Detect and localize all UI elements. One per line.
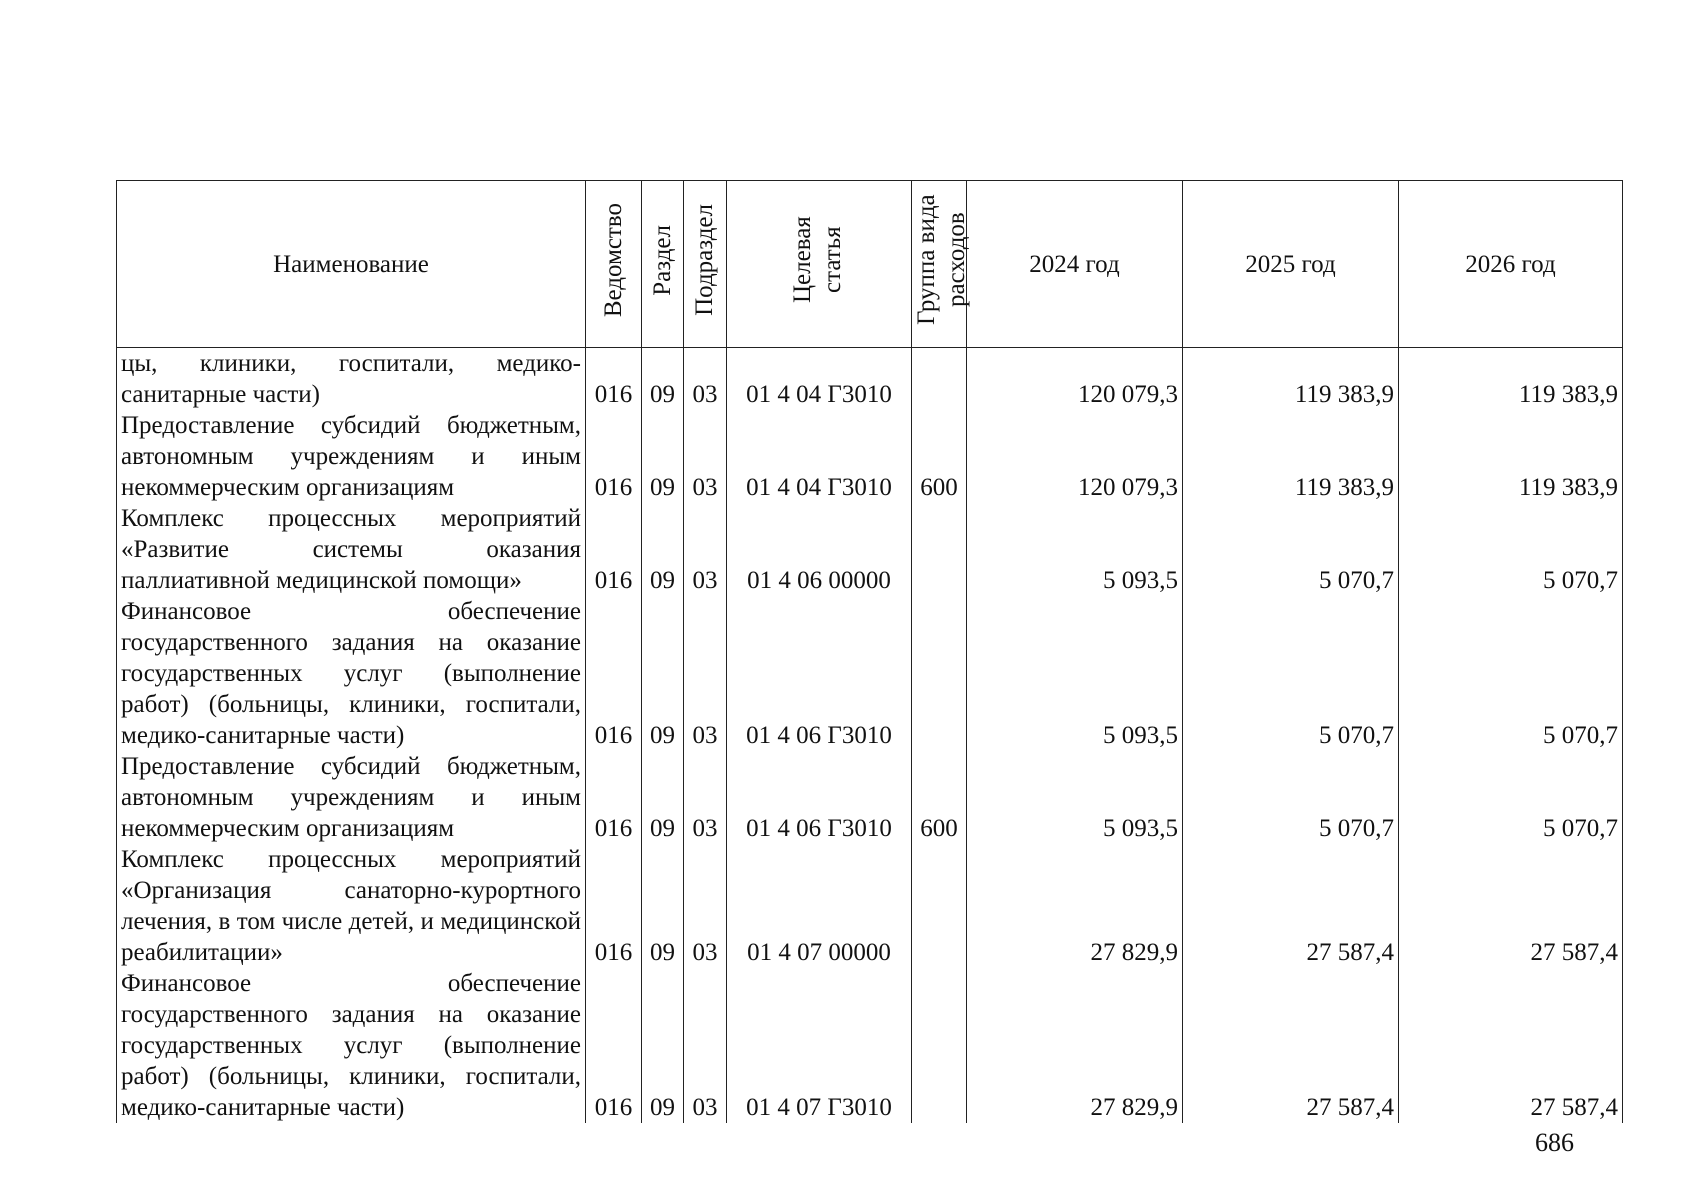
- row-2026: 27 587,4: [1399, 844, 1623, 968]
- row-section: 09: [642, 751, 684, 844]
- row-target: 01 4 04 Г3010: [727, 348, 912, 411]
- header-target: Целевая статья: [727, 181, 912, 348]
- row-2025: 27 587,4: [1183, 968, 1399, 1123]
- budget-table: [116, 180, 1623, 1123]
- row-group: [912, 348, 967, 411]
- header-2025: 2025 год: [1183, 181, 1399, 348]
- row-subsection: 03: [684, 410, 727, 503]
- row-group: 600: [912, 751, 967, 844]
- table-row: [117, 410, 1623, 503]
- row-2026: 119 383,9: [1399, 348, 1623, 411]
- row-2026: 5 070,7: [1399, 751, 1623, 844]
- row-name: Комплекс процессных мероприятий «Организация санаторно-курортного лечения, в том числе детей, и медицинской реабилитации»: [117, 844, 586, 968]
- table-row: [117, 968, 1623, 1123]
- row-2025: 119 383,9: [1183, 410, 1399, 503]
- row-section: 09: [642, 968, 684, 1123]
- header-2024: 2024 год: [967, 181, 1183, 348]
- row-2024: 5 093,5: [967, 596, 1183, 751]
- header-dept: Ведомство: [586, 181, 642, 348]
- row-section: 09: [642, 503, 684, 596]
- row-dept: 016: [586, 348, 642, 411]
- row-dept: 016: [586, 503, 642, 596]
- row-2026: 27 587,4: [1399, 968, 1623, 1123]
- row-2024: 5 093,5: [967, 503, 1183, 596]
- table-row: [117, 844, 1623, 968]
- row-2025: 5 070,7: [1183, 751, 1399, 844]
- row-subsection: 03: [684, 844, 727, 968]
- table-row: [117, 751, 1623, 844]
- header-section: Раздел: [642, 181, 684, 348]
- row-2025: 119 383,9: [1183, 348, 1399, 411]
- row-target: 01 4 06 00000: [727, 503, 912, 596]
- row-section: 09: [642, 410, 684, 503]
- header-subsection: Подраздел: [684, 181, 727, 348]
- row-subsection: 03: [684, 751, 727, 844]
- row-name: цы, клиники, госпитали, медико-санитарные части): [117, 348, 586, 411]
- table-row: [117, 596, 1623, 751]
- row-2024: 27 829,9: [967, 968, 1183, 1123]
- row-name: Предоставление субсидий бюджетным, автономным учреждениям и иным некоммерческим организациям: [117, 751, 586, 844]
- table-row: [117, 503, 1623, 596]
- row-name: Финансовое обеспечение государственного задания на оказание государственных услуг (выполнение работ) (больницы, клиники, госпитали, медико-санитарные части): [117, 968, 586, 1123]
- row-subsection: 03: [684, 503, 727, 596]
- header-expense-group: Группа вида расходов: [912, 181, 967, 348]
- row-target: 01 4 04 Г3010: [727, 410, 912, 503]
- row-subsection: 03: [684, 968, 727, 1123]
- row-2026: 119 383,9: [1399, 410, 1623, 503]
- row-2025: 5 070,7: [1183, 596, 1399, 751]
- row-group: [912, 968, 967, 1123]
- row-subsection: 03: [684, 348, 727, 411]
- row-target: 01 4 06 Г3010: [727, 596, 912, 751]
- row-2025: 5 070,7: [1183, 503, 1399, 596]
- row-dept: 016: [586, 410, 642, 503]
- page-number: 686: [1535, 1128, 1574, 1157]
- row-group: [912, 503, 967, 596]
- row-2026: 5 070,7: [1399, 596, 1623, 751]
- row-dept: 016: [586, 968, 642, 1123]
- row-name: Комплекс процессных мероприятий «Развитие системы оказания паллиативной медицинской помощи»: [117, 503, 586, 596]
- row-2024: 120 079,3: [967, 348, 1183, 411]
- table-header-row: [117, 181, 1623, 348]
- row-group: [912, 596, 967, 751]
- row-name: Финансовое обеспечение государственного задания на оказание государственных услуг (выполнение работ) (больницы, клиники, госпитали, медико-санитарные части): [117, 596, 586, 751]
- row-dept: 016: [586, 751, 642, 844]
- row-subsection: 03: [684, 596, 727, 751]
- row-target: 01 4 06 Г3010: [727, 751, 912, 844]
- header-2026: 2026 год: [1399, 181, 1623, 348]
- row-section: 09: [642, 596, 684, 751]
- row-2024: 120 079,3: [967, 410, 1183, 503]
- row-name: Предоставление субсидий бюджетным, автономным учреждениям и иным некоммерческим организациям: [117, 410, 586, 503]
- row-group: 600: [912, 410, 967, 503]
- row-dept: 016: [586, 596, 642, 751]
- row-section: 09: [642, 844, 684, 968]
- row-2024: 5 093,5: [967, 751, 1183, 844]
- row-target: 01 4 07 00000: [727, 844, 912, 968]
- header-name: Наименование: [117, 181, 586, 348]
- row-target: 01 4 07 Г3010: [727, 968, 912, 1123]
- row-dept: 016: [586, 844, 642, 968]
- table-row: [117, 348, 1623, 411]
- row-2024: 27 829,9: [967, 844, 1183, 968]
- row-section: 09: [642, 348, 684, 411]
- row-group: [912, 844, 967, 968]
- row-2025: 27 587,4: [1183, 844, 1399, 968]
- row-2026: 5 070,7: [1399, 503, 1623, 596]
